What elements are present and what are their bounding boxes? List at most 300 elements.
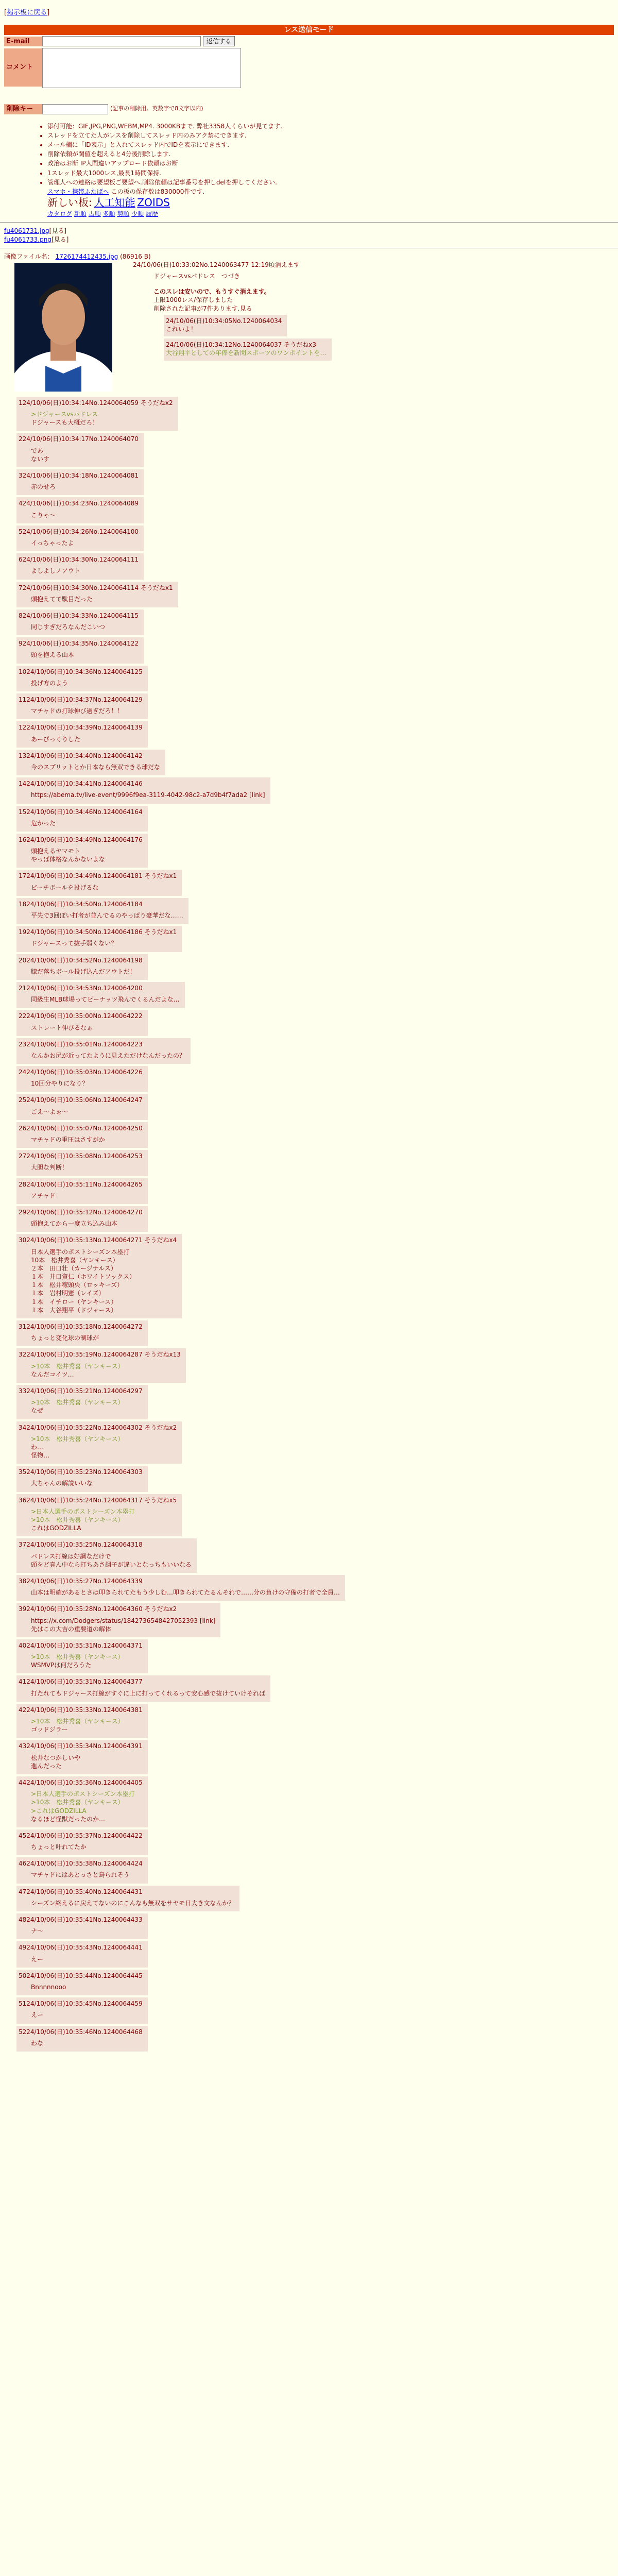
reply-meta[interactable]: 24/10/06(日)10:35:24No.1240064317 そうだねx5 (26, 1496, 177, 1504)
reply-number: 6 (19, 556, 23, 564)
reply-meta[interactable]: 24/10/06(日)10:35:08No.1240064253 (26, 1153, 143, 1160)
email-label: E-mail (4, 37, 42, 47)
reply-meta[interactable]: 24/10/06(日)10:35:23No.1240064303 (26, 1468, 143, 1476)
note-sub-text: この板の保存数は830000件です. (111, 188, 205, 195)
notes (40, 122, 618, 218)
reply-body (31, 1163, 143, 1172)
reply-line: よしよしノアウト (31, 567, 81, 575)
reply-line: 頭をど真ん中なら打ちあさ調子が違いとなっちもいいなる (31, 1561, 192, 1568)
reply-meta[interactable]: 24/10/06(日)10:34:33No.1240064115 (22, 612, 139, 619)
note-item: • 削除依頼が閾値を超えると4分後削除します. (47, 150, 618, 158)
reply-line: 日本人選手のポストシーズン本塁打 (31, 1248, 130, 1256)
reply-number: 36 (19, 1496, 27, 1504)
reply-meta[interactable]: 24/10/06(日)10:34:23No.1240064089 (22, 500, 139, 507)
reply-line: わ… (31, 1443, 44, 1451)
reply-meta[interactable]: 24/10/06(日)10:34:30No.1240064114 そうだねx1 (22, 584, 173, 591)
reply (16, 1178, 148, 1204)
reply-header (19, 471, 139, 480)
reply-number: 2 (19, 435, 23, 443)
reply-meta[interactable]: 24/10/06(日)10:35:00No.1240064222 (26, 1012, 143, 1020)
reply (16, 397, 178, 431)
reply-body (31, 679, 143, 687)
reply-body (31, 1689, 265, 1698)
reply-line: 頭抱えるヤマモト (31, 848, 81, 855)
reply-body (31, 884, 177, 892)
reply (16, 1857, 148, 1883)
reply (16, 1639, 148, 1674)
reply-line: こりゃ～ (31, 511, 56, 519)
reply-header (19, 528, 139, 536)
note-item: • 政治はお断 IP人間違いアップロード依頼はお断 (47, 159, 618, 167)
reply-number: 5 (19, 528, 23, 535)
reply-body (31, 2011, 143, 2019)
file-link-1[interactable]: fu4061731.jpg (4, 227, 49, 235)
reply-number: 44 (19, 1778, 27, 1786)
reply-line: 怪物… (31, 1452, 50, 1460)
reply-meta[interactable]: 24/10/06(日)10:35:01No.1240064223 (26, 1040, 143, 1048)
reply-body (31, 1871, 143, 1879)
reply-body (31, 2039, 143, 2047)
reply-header (19, 435, 139, 443)
reply-meta[interactable]: 24/10/06(日)10:34:17No.1240064070 (22, 435, 139, 443)
op-expire: 12:19頃消えます (251, 261, 300, 268)
sort-old-link[interactable]: 古順 (88, 210, 101, 218)
reply-line: やっぱ体格なんかないよな (31, 856, 106, 863)
reply-number: 13 (19, 752, 27, 759)
reply-meta[interactable]: 24/10/06(日)10:35:25No.1240064318 (26, 1541, 143, 1549)
reply (16, 1829, 148, 1855)
reply (16, 806, 148, 832)
reply-number: 12 (19, 724, 27, 732)
reply-line: 打たれてもドジャース打線がすぐに上に打ってくれるって安心感で抜けていけそれば (31, 1689, 266, 1697)
reply-body (31, 511, 139, 519)
reply-header (19, 1068, 143, 1076)
reply-number: 33 (19, 1387, 27, 1395)
reply-header (19, 1387, 143, 1395)
reply (16, 1206, 148, 1232)
reply-header (19, 1468, 143, 1476)
reply-line: ないす (31, 455, 50, 463)
reply (16, 1150, 148, 1176)
reply-header (19, 1040, 185, 1048)
op-body (153, 272, 614, 313)
reply-number: 19 (19, 928, 27, 936)
reply-meta[interactable]: 24/10/06(日)10:34:49No.1240064181 そうだねx1 (26, 872, 177, 880)
reply-meta[interactable]: 24/10/06(日)10:35:31No.1240064371 (26, 1641, 143, 1649)
reply-meta[interactable]: 24/10/06(日)10:34:50No.1240064184 (26, 900, 143, 908)
reply-line: わな (31, 2039, 44, 2047)
reply (16, 926, 182, 952)
reply-meta[interactable]: 24/10/06(日)10:34:35No.1240064122 (22, 640, 139, 648)
reply-line: >10本 松井秀喜（ヤンキース） (31, 1516, 124, 1524)
reply-line: https://x.com/Dodgers/status/1842736548427052393 [link] (31, 1617, 216, 1624)
reply-header (19, 584, 173, 592)
history-link[interactable]: 履歴 (146, 210, 159, 218)
reply-body (31, 1717, 143, 1734)
reply-meta[interactable]: 24/10/06(日)10:35:38No.1240064424 (26, 1860, 143, 1868)
reply-body (31, 1192, 143, 1200)
reply-body (31, 1843, 143, 1851)
reply (16, 1234, 182, 1318)
reply-meta[interactable]: 24/10/06(日)10:34:46No.1240064164 (26, 808, 143, 816)
note-sub (47, 188, 618, 196)
reply-meta[interactable]: 24/10/06(日)10:34:40No.1240064142 (26, 752, 143, 759)
op-file-info (4, 252, 614, 261)
reply-header (19, 1972, 143, 1980)
reply-header (19, 723, 143, 732)
reply (16, 1886, 239, 1911)
reply-number: 21 (19, 984, 27, 992)
op-header (133, 261, 614, 269)
reply-line: ゴッドジラー (31, 1726, 68, 1734)
sort-momentum-link[interactable]: 勢順 (117, 210, 130, 218)
reply (16, 1348, 186, 1383)
reply-body (31, 1927, 143, 1935)
reply (16, 1538, 197, 1573)
op-image[interactable] (14, 263, 112, 392)
reply (16, 1038, 191, 1064)
reply (16, 1494, 182, 1537)
reply-body (31, 735, 143, 743)
reply-body (31, 911, 183, 920)
op-post (133, 261, 614, 361)
reply-meta[interactable]: 24/10/06(日)10:35:03No.1240064226 (26, 1069, 143, 1076)
reply-line: １本 松井稼頭央（ロッキーズ） (31, 1281, 124, 1289)
reply-line: >10本 松井秀喜（ヤンキース） (31, 1653, 124, 1661)
reply-meta[interactable]: 24/10/06(日)10:35:12No.1240064270 (26, 1208, 143, 1216)
reply-body (31, 1248, 177, 1315)
reply-body (31, 447, 139, 463)
reply-body (31, 483, 139, 491)
reply-header (19, 956, 143, 964)
catalog-bar (47, 210, 618, 218)
reply-number: 37 (19, 1541, 27, 1549)
reply-number: 51 (19, 2000, 27, 2008)
reply-header (19, 1943, 143, 1952)
reply-meta[interactable]: 24/10/06(日)10:35:37No.1240064422 (26, 1832, 143, 1839)
reply-body (31, 539, 139, 547)
sort-few-link[interactable]: 少順 (131, 210, 144, 218)
reply-body (31, 1362, 181, 1379)
reply (16, 526, 144, 551)
reply (16, 497, 144, 523)
reply-line: あーびっくりした (31, 735, 81, 743)
reply-number: 18 (19, 900, 27, 908)
reply-meta[interactable]: 24/10/06(日)10:35:21No.1240064297 (26, 1387, 143, 1395)
reply-line: シーズン終えるに戻えてないのにこんなも無双をサヤモ日大き文なんか？ (31, 1899, 235, 1907)
reply-number: 31 (19, 1323, 27, 1331)
reply (16, 1970, 148, 1995)
op-line: 削除された記事が7件あります.見る (153, 304, 252, 312)
catalog-link[interactable]: カタログ (47, 210, 73, 218)
reply-number: 3 (19, 472, 23, 480)
inline-reply-body: これいよ！ (166, 326, 197, 333)
op-file-link[interactable]: 1726174412435.jpg (55, 252, 118, 260)
reply-number: 17 (19, 872, 27, 880)
reply-header (19, 1888, 234, 1896)
reply-body (31, 1479, 143, 1487)
reply-line: １本 岩村明憲（レイズ） (31, 1290, 105, 1297)
reply-number: 42 (19, 1706, 27, 1714)
reply-meta[interactable]: 24/10/06(日)10:34:36No.1240064125 (26, 668, 143, 675)
file-view-2: [見る] (51, 235, 69, 243)
reply-header (19, 1641, 143, 1650)
reply (16, 1675, 270, 1701)
reply-meta[interactable]: 24/10/06(日)10:35:19No.1240064287 そうだねx13 (26, 1351, 181, 1359)
reply (16, 1913, 148, 1939)
reply-header (19, 1742, 143, 1750)
reply-line: ドジャースって抜手弱くない？ (31, 940, 117, 947)
reply-body (31, 1899, 234, 1907)
reply (16, 553, 144, 579)
reply-list (4, 397, 614, 2052)
reply-line: >ドジャースvsパドレス (31, 411, 98, 418)
reply-meta[interactable]: 24/10/06(日)10:35:36No.1240064405 (26, 1778, 143, 1786)
inline-reply (164, 338, 332, 360)
reply-meta[interactable]: 24/10/06(日)10:35:22No.1240064302 そうだねx2 (26, 1423, 177, 1431)
reply-meta[interactable]: 24/10/06(日)10:34:14No.1240064059 そうだねx2 (22, 399, 173, 406)
divider (0, 222, 618, 223)
comment-field[interactable] (42, 48, 241, 88)
reply-body (31, 1052, 185, 1060)
reply-meta[interactable]: 24/10/06(日)10:34:39No.1240064139 (26, 724, 143, 732)
reply (16, 954, 148, 980)
reply-number: 8 (19, 612, 23, 619)
reply-number: 23 (19, 1040, 27, 1048)
reply-header (19, 399, 173, 407)
new-board-ai[interactable]: 人工知能 (94, 196, 135, 209)
reply-line: 先はこの大吉の重要道の解体 (31, 1625, 112, 1633)
reply-header (19, 1999, 143, 2008)
reply-header (19, 1677, 265, 1686)
reply-meta[interactable]: 24/10/06(日)10:35:44No.1240064445 (26, 1972, 143, 1979)
send-button[interactable]: 返信する (203, 36, 235, 46)
reply (16, 1603, 220, 1637)
reply-number: 27 (19, 1153, 27, 1160)
reply-meta[interactable]: 24/10/06(日)10:34:37No.1240064129 (26, 696, 143, 704)
reply-meta[interactable]: 24/10/06(日)10:35:34No.1240064391 (26, 1742, 143, 1750)
reply-header (19, 1012, 143, 1020)
reply-body (31, 567, 139, 575)
reply-meta[interactable]: 24/10/06(日)10:35:13No.1240064271 そうだねx4 (26, 1236, 177, 1244)
delkey-field[interactable] (42, 104, 108, 114)
reply-meta[interactable]: 24/10/06(日)10:35:07No.1240064250 (26, 1124, 143, 1132)
reply-meta[interactable]: 24/10/06(日)10:35:06No.1240064247 (26, 1096, 143, 1104)
reply-number: 32 (19, 1351, 27, 1359)
reply-body (31, 939, 177, 947)
reply-body (31, 763, 160, 771)
note-item: • 添付可能：GIF,JPG,PNG,WEBM,MP4. 3000KBまで. 弊社3358人くらいが見てます. (47, 122, 618, 130)
reply-line: ストレート伸びるなぁ (31, 1024, 93, 1031)
reply (16, 1740, 148, 1774)
reply-number: 50 (19, 1972, 27, 1979)
reply-meta[interactable]: 24/10/06(日)10:34:41No.1240064146 (26, 780, 143, 788)
inline-reply-body: 大谷翔平としての年俸を新聞スポーツのワンポイントを… (166, 349, 327, 357)
reply (16, 870, 182, 895)
reply-meta[interactable]: 24/10/06(日)10:34:18No.1240064081 (22, 472, 139, 480)
file-link-2[interactable]: fu4061733.png (4, 235, 52, 243)
reply-body (31, 651, 139, 659)
inline-reply-header: 24/10/06(日)10:34:12No.1240064037 そうだねx3 (166, 341, 316, 349)
reply (16, 777, 270, 803)
reply (16, 898, 188, 924)
reply-line: >10本 松井秀喜（ヤンキース） (31, 1435, 124, 1443)
note-item: • スレッドを立てた人がレスを削除してスレッド内のみアク禁にできます. (47, 131, 618, 140)
reply-line: https://abema.tv/live-event/9996f9ea-3119-4042-98c2-a7d9b4f7ada2 [link] (31, 791, 265, 799)
reply-meta[interactable]: 24/10/06(日)10:35:41No.1240064433 (26, 1916, 143, 1924)
reply-header (19, 1180, 143, 1189)
reply-line: ビーチボールを投げるな (31, 884, 99, 891)
op-header-text: 24/10/06(日)10:33:02No.1240063477 (133, 261, 249, 268)
reply-line: なんかお尻が近ってたように見えただけなんだったの？ (31, 1052, 186, 1059)
reply-line: Bnnnnnooo (31, 1983, 66, 1991)
reply-meta[interactable]: 24/10/06(日)10:34:53No.1240064200 (26, 984, 143, 992)
reply-meta[interactable]: 24/10/06(日)10:35:45No.1240064459 (26, 2000, 143, 2008)
reply (16, 1776, 148, 1827)
reply-header (19, 639, 139, 648)
reply-meta[interactable]: 24/10/06(日)10:35:43No.1240064441 (26, 1944, 143, 1952)
reply-line: 今のスプリットとか日本なら無双できる球だな (31, 763, 161, 771)
reply-meta[interactable]: 24/10/06(日)10:34:30No.1240064111 (22, 556, 139, 564)
reply-header (19, 1605, 215, 1613)
reply-line: 大ちゃんの解説いいな (31, 1480, 93, 1487)
reply-meta[interactable]: 24/10/06(日)10:35:11No.1240064265 (26, 1180, 143, 1188)
reply-meta[interactable]: 24/10/06(日)10:34:26No.1240064100 (22, 528, 139, 535)
reply-header (19, 1350, 181, 1359)
reply-line: 同じすぎだろなんだこいつ (31, 623, 106, 631)
reply-line: 頭抱えてから一度立ち込み山本 (31, 1220, 118, 1228)
reply-number: 28 (19, 1180, 27, 1188)
svg-text:D: D (59, 378, 67, 389)
reply (16, 582, 178, 607)
reply-body (31, 1955, 143, 1963)
reply-meta[interactable]: 24/10/06(日)10:35:18No.1240064272 (26, 1323, 143, 1331)
reply-line: ナ～ (31, 1927, 44, 1935)
reply-line: 平失で3回ぼい打者が並んでるのやっぱり豪華だな…… (31, 912, 183, 920)
reply-body (31, 410, 173, 427)
reply-line: １本 大谷翔平（ドジャース） (31, 1306, 117, 1314)
reply-line: >10本 松井秀喜（ヤンキース） (31, 1399, 124, 1406)
new-board-zoids[interactable]: ZOIDS (137, 196, 170, 209)
reply-body (31, 1552, 192, 1569)
reply (16, 1385, 148, 1419)
reply-line: なぜ (31, 1407, 44, 1415)
reply-body (31, 1653, 143, 1669)
reply-header (19, 900, 183, 908)
reply-line: 同級生MLB球場ってピーナッツ飛んでくるんだよな… (31, 996, 180, 1004)
reply-number: 43 (19, 1742, 27, 1750)
reply (16, 1421, 182, 1464)
reply-number: 49 (19, 1944, 27, 1952)
inline-reply (164, 315, 287, 336)
reply-body (31, 1108, 143, 1116)
sort-new-link[interactable]: 新順 (74, 210, 87, 218)
reply-number: 15 (19, 808, 27, 816)
new-boards (47, 196, 618, 210)
reply-number: 45 (19, 1832, 27, 1839)
note-item: • 1スレッド最大1000レス,最長1時間保持. (47, 169, 618, 177)
reply-body (31, 847, 143, 863)
reply-line: 松井なつかしいや (31, 1754, 81, 1761)
reply-number: 7 (19, 584, 23, 591)
reply-line: パドレス打線は好調なだけで (31, 1552, 111, 1560)
reply (16, 750, 165, 775)
reply-meta[interactable]: 24/10/06(日)10:35:40No.1240064431 (26, 1888, 143, 1895)
file-view-1: [見る] (49, 227, 67, 235)
reply-header (19, 1859, 143, 1868)
reply-meta[interactable]: 24/10/06(日)10:34:50No.1240064186 そうだねx1 (26, 928, 177, 936)
reply (16, 433, 144, 467)
reply (16, 1704, 148, 1738)
reply-meta[interactable]: 24/10/06(日)10:34:52No.1240064198 (26, 956, 143, 964)
sort-many-link[interactable]: 多順 (102, 210, 115, 218)
reply-line: >10本 松井秀喜（ヤンキース） (31, 1718, 124, 1725)
reply-header (19, 752, 160, 760)
reply-header (19, 1778, 143, 1787)
reply-line: >日本人選手のポストシーズン本塁打 (31, 1507, 135, 1515)
smartphone-link[interactable]: スマホ・携帯ふたばへ (47, 188, 109, 195)
reply-line: イっちゃったよ (31, 539, 74, 547)
reply-line: >10本 松井秀喜（ヤンキース） (31, 1362, 124, 1370)
reply-meta[interactable]: 24/10/06(日)10:35:31No.1240064377 (26, 1678, 143, 1686)
reply (16, 637, 144, 663)
email-field[interactable] (42, 36, 201, 46)
reply-header (19, 668, 143, 676)
reply-header (19, 612, 139, 620)
reply-line: 10本 松井秀喜（ヤンキース） (31, 1256, 119, 1264)
reply-header (19, 1152, 143, 1160)
reply-line: >10本 松井秀喜（ヤンキース） (31, 1799, 124, 1806)
reply-body (31, 1588, 340, 1597)
reply-body (31, 623, 139, 631)
reply-body (31, 595, 173, 603)
reply-number: 46 (19, 1860, 27, 1868)
reply-meta[interactable]: 24/10/06(日)10:35:27No.1240064339 (26, 1577, 143, 1585)
reply (16, 2026, 148, 2052)
recent-files (0, 227, 618, 243)
reply (16, 693, 148, 719)
reply-number: 25 (19, 1096, 27, 1104)
reply-header (19, 1096, 143, 1104)
delkey-note: (記事の削除用。英数字で8文字以内) (110, 105, 203, 112)
reply (16, 1575, 345, 1601)
reply-header (19, 1323, 143, 1331)
reply-header (19, 1124, 143, 1132)
top-nav: [掲示板に戻る] (4, 9, 50, 16)
reply-header (19, 555, 139, 564)
new-boards-prefix: 新しい板: (47, 196, 92, 209)
reply-line: 進んだった (31, 1762, 62, 1770)
reply-body (31, 995, 180, 1004)
reply-body (31, 1219, 143, 1228)
reply-line: 頭抱えてて駄目だった (31, 595, 93, 603)
reply-meta[interactable]: 24/10/06(日)10:35:28No.1240064360 そうだねx2 (26, 1605, 177, 1613)
return-link[interactable]: 掲示板に戻る (7, 9, 47, 16)
op-line: ドジャースvsパドレス つづき (153, 273, 240, 280)
reply-meta[interactable]: 24/10/06(日)10:34:49No.1240064176 (26, 836, 143, 843)
reply-body (31, 1398, 143, 1415)
reply (16, 1066, 148, 1092)
reply-number: 4 (19, 500, 23, 507)
reply-number: 11 (19, 696, 27, 704)
reply-line: えー (31, 1955, 44, 1963)
reply-line: マチャドの重圧はさすがか (31, 1136, 105, 1144)
reply-number: 14 (19, 780, 27, 788)
reply-number: 30 (19, 1236, 27, 1244)
reply-meta[interactable]: 24/10/06(日)10:35:46No.1240064468 (26, 2028, 143, 2036)
reply-header (19, 1236, 177, 1244)
reply-meta[interactable]: 24/10/06(日)10:35:33No.1240064381 (26, 1706, 143, 1714)
